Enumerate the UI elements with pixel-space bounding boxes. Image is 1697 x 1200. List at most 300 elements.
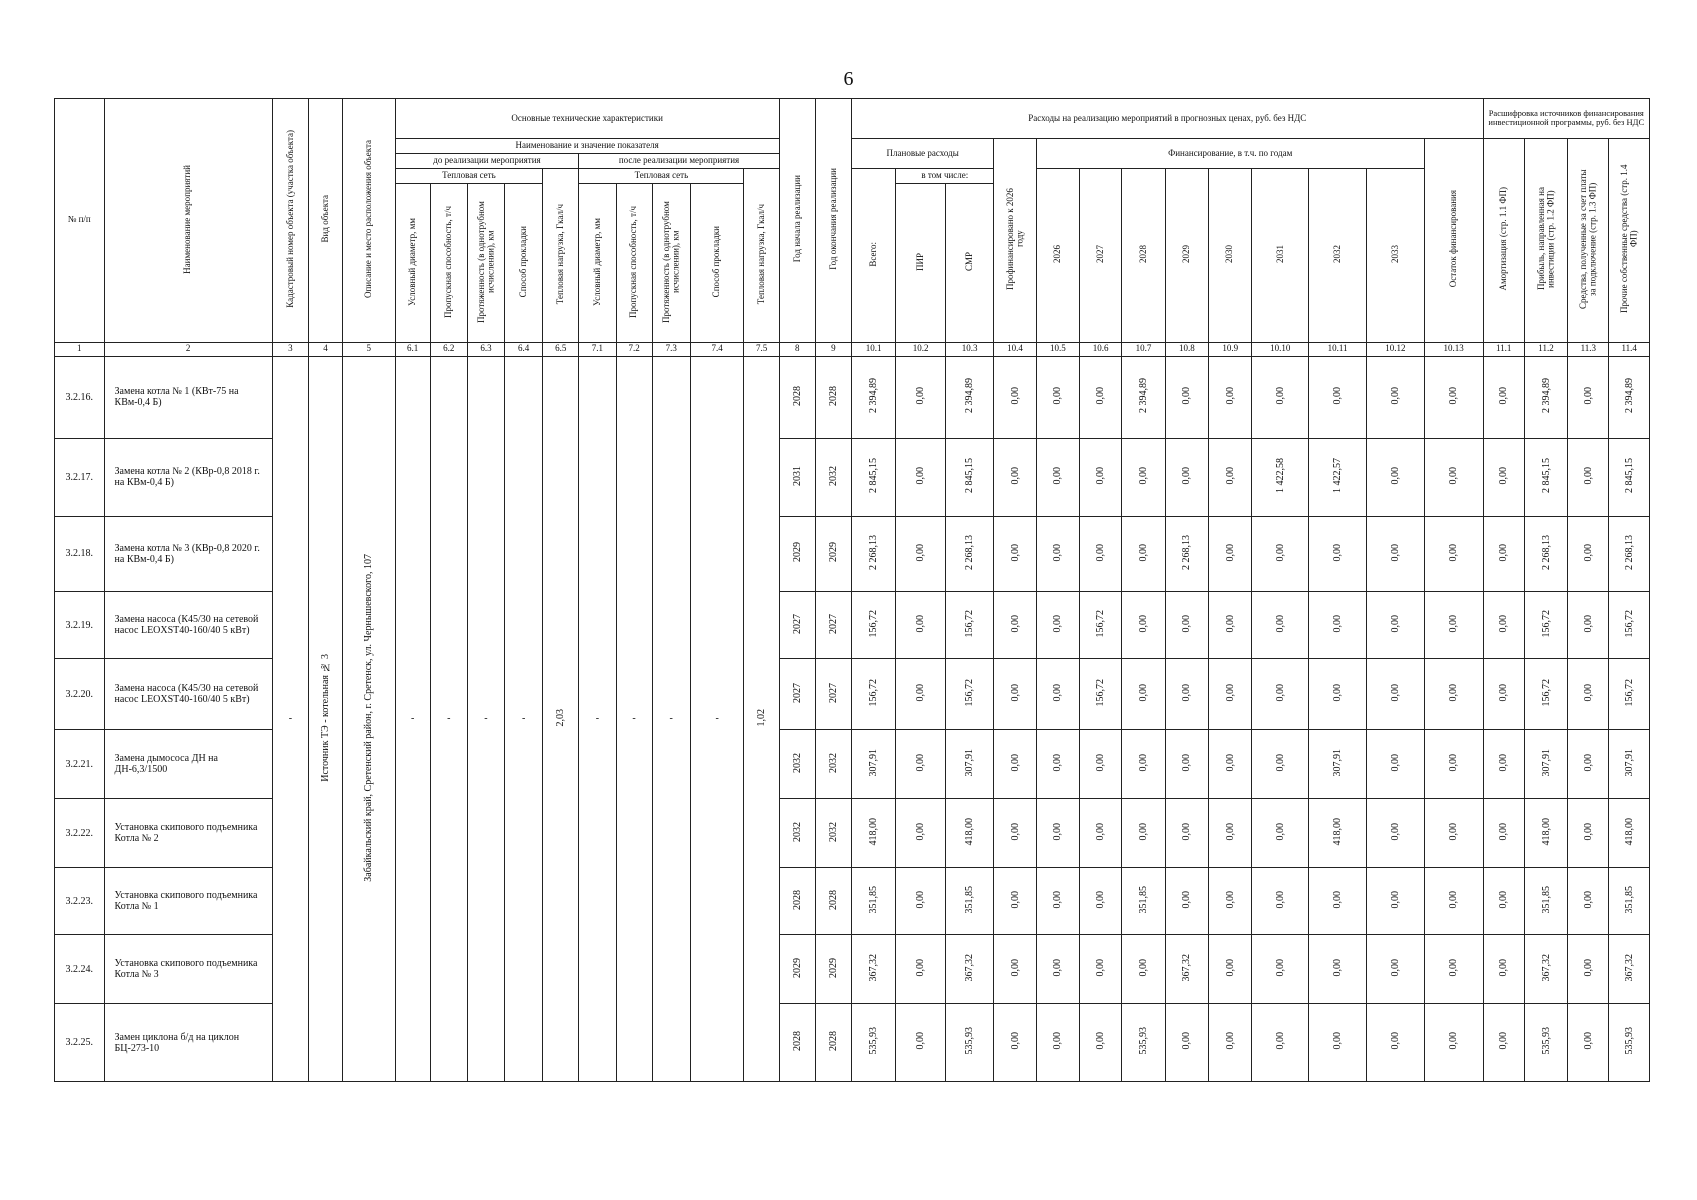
- cell-pir: 0,00: [896, 516, 946, 592]
- hdr-7-3: Протяженность (в однотрубном исчислении), км: [652, 184, 690, 343]
- cell-y2029: 367,32: [1165, 935, 1208, 1004]
- cell-s4: 367,32: [1609, 935, 1650, 1004]
- cell-y2030: 0,00: [1209, 730, 1252, 799]
- hdr-tech: Основные технические характеристики: [395, 99, 779, 139]
- col-6-2-cell: -: [430, 356, 467, 1081]
- cell-pir: 0,00: [896, 438, 946, 516]
- cell-total: 156,72: [851, 658, 895, 729]
- cell-y2028: 535,93: [1122, 1004, 1165, 1082]
- cell-rest: 0,00: [1424, 935, 1483, 1004]
- cell-s2: 2 394,89: [1524, 356, 1567, 438]
- cell-total: 2 845,15: [851, 438, 895, 516]
- cell-y2030: 0,00: [1209, 1004, 1252, 1082]
- column-number: 10.4: [994, 342, 1036, 356]
- cell-prefin: 0,00: [994, 799, 1036, 868]
- cell-total: 535,93: [851, 1004, 895, 1082]
- hdr-pir: ПИР: [896, 184, 946, 343]
- cell-rest: 0,00: [1424, 516, 1483, 592]
- cell-s3: 0,00: [1568, 438, 1609, 516]
- hdr-s112: Прибыль, направленная на инвестиции (стр. 1.2 ФП): [1524, 138, 1567, 342]
- cell-s3: 0,00: [1568, 730, 1609, 799]
- cell-end: 2032: [815, 730, 851, 799]
- col-7-3-cell: -: [652, 356, 690, 1081]
- col-6-1-cell: -: [395, 356, 430, 1081]
- column-number: 10.7: [1122, 342, 1165, 356]
- hdr-end-year: Год окончания реализации: [815, 99, 851, 343]
- cell-rest: 0,00: [1424, 438, 1483, 516]
- cell-y2028: 0,00: [1122, 438, 1165, 516]
- hdr-y2027: 2027: [1080, 169, 1122, 343]
- hdr-6-5: Тепловая нагрузка, Гкал/ч: [543, 169, 579, 343]
- cell-s3: 0,00: [1568, 658, 1609, 729]
- cell-s3: 0,00: [1568, 935, 1609, 1004]
- cell-y2030: 0,00: [1209, 438, 1252, 516]
- hdr-smr: СМР: [945, 184, 994, 343]
- cell-y2033: 0,00: [1366, 1004, 1424, 1082]
- cell-y2029: 0,00: [1165, 438, 1208, 516]
- cell-y2026: 0,00: [1036, 868, 1079, 935]
- cell-s1: 0,00: [1483, 1004, 1524, 1082]
- cell-smr: 2 268,13: [945, 516, 994, 592]
- row-index: 3.2.17.: [55, 438, 105, 516]
- cell-start: 2028: [779, 868, 815, 935]
- column-number: 1: [55, 342, 105, 356]
- cell-y2028: 0,00: [1122, 935, 1165, 1004]
- hdr-7-2: Пропускная способность, т/ч: [616, 184, 652, 343]
- hdr-6-3: Протяженность (в однотрубном исчислении), км: [467, 184, 504, 343]
- hdr-before: до реализации мероприятия: [395, 154, 579, 169]
- hdr-cadastre: Кадастровый номер объекта (участка объекта): [272, 99, 308, 343]
- cell-s2: 307,91: [1524, 730, 1567, 799]
- cell-start: 2031: [779, 438, 815, 516]
- cell-pir: 0,00: [896, 799, 946, 868]
- cell-s3: 0,00: [1568, 356, 1609, 438]
- measure-name: Установка скипового подъемника Котла № 3: [104, 935, 272, 1004]
- cell-y2026: 0,00: [1036, 799, 1079, 868]
- hdr-object-type: Вид объекта: [308, 99, 342, 343]
- column-number: 10.13: [1424, 342, 1483, 356]
- hdr-heat-net-after: Тепловая сеть: [579, 169, 744, 184]
- column-number: 10.5: [1036, 342, 1079, 356]
- cell-y2028: 0,00: [1122, 730, 1165, 799]
- cell-y2026: 0,00: [1036, 516, 1079, 592]
- cell-s2: 535,93: [1524, 1004, 1567, 1082]
- cell-s4: 418,00: [1609, 799, 1650, 868]
- hdr-y2031: 2031: [1252, 169, 1309, 343]
- cell-start: 2032: [779, 730, 815, 799]
- cell-smr: 535,93: [945, 1004, 994, 1082]
- cell-start: 2027: [779, 592, 815, 659]
- hdr-s113: Средства, полученные за счет платы за подключение (стр. 1.3 ФП): [1568, 138, 1609, 342]
- cell-prefin: 0,00: [994, 658, 1036, 729]
- hdr-indicator: Наименование и значение показателя: [395, 138, 779, 153]
- cell-s4: 156,72: [1609, 592, 1650, 659]
- cell-pir: 0,00: [896, 935, 946, 1004]
- cell-y2028: 2 394,89: [1122, 356, 1165, 438]
- cell-y2032: 418,00: [1309, 799, 1367, 868]
- cell-s2: 367,32: [1524, 935, 1567, 1004]
- cell-y2031: 0,00: [1252, 799, 1309, 868]
- hdr-number: № п/п: [55, 99, 105, 343]
- hdr-s111: Амортизация (стр. 1.1 ФП): [1483, 138, 1524, 342]
- cell-s3: 0,00: [1568, 516, 1609, 592]
- cell-y2029: 0,00: [1165, 799, 1208, 868]
- column-numbers-row: [55, 342, 1650, 356]
- cell-total: 418,00: [851, 799, 895, 868]
- cell-prefin: 0,00: [994, 868, 1036, 935]
- cell-s1: 0,00: [1483, 356, 1524, 438]
- investment-table: [54, 98, 1650, 1082]
- cell-y2030: 0,00: [1209, 868, 1252, 935]
- hdr-expenses: Расходы на реализацию мероприятий в прогнозных ценах, руб. без НДС: [851, 99, 1483, 139]
- row-index: 3.2.20.: [55, 658, 105, 729]
- cell-total: 2 268,13: [851, 516, 895, 592]
- cell-rest: 0,00: [1424, 592, 1483, 659]
- cell-prefin: 0,00: [994, 935, 1036, 1004]
- cell-y2027: 0,00: [1080, 935, 1122, 1004]
- cell-smr: 156,72: [945, 658, 994, 729]
- cell-start: 2029: [779, 516, 815, 592]
- column-number: 11.1: [1483, 342, 1524, 356]
- cell-s2: 2 268,13: [1524, 516, 1567, 592]
- cell-y2029: 0,00: [1165, 730, 1208, 799]
- measure-name: Замена котла № 3 (КВр-0,8 2020 г. на КВм-0,4 Б): [104, 516, 272, 592]
- hdr-y2028: 2028: [1122, 169, 1165, 343]
- column-number: 7.2: [616, 342, 652, 356]
- cell-y2033: 0,00: [1366, 935, 1424, 1004]
- cell-s2: 2 845,15: [1524, 438, 1567, 516]
- cell-y2033: 0,00: [1366, 516, 1424, 592]
- hdr-incl: в том числе:: [896, 169, 994, 184]
- row-index: 3.2.16.: [55, 356, 105, 438]
- cell-y2026: 0,00: [1036, 438, 1079, 516]
- cell-y2033: 0,00: [1366, 438, 1424, 516]
- hdr-sources: Расшифровка источников финансирования инвестиционной программы, руб. без НДС: [1483, 99, 1649, 139]
- row-index: 3.2.23.: [55, 868, 105, 935]
- cell-y2027: 0,00: [1080, 1004, 1122, 1082]
- column-number: 6.2: [430, 342, 467, 356]
- cell-y2032: 0,00: [1309, 658, 1367, 729]
- cell-y2032: 1 422,57: [1309, 438, 1367, 516]
- cell-y2026: 0,00: [1036, 935, 1079, 1004]
- cell-y2026: 0,00: [1036, 658, 1079, 729]
- cell-s3: 0,00: [1568, 1004, 1609, 1082]
- cell-y2031: 0,00: [1252, 516, 1309, 592]
- column-number: 7.1: [579, 342, 616, 356]
- cell-rest: 0,00: [1424, 799, 1483, 868]
- row-index: 3.2.22.: [55, 799, 105, 868]
- cell-pir: 0,00: [896, 592, 946, 659]
- cell-y2026: 0,00: [1036, 1004, 1079, 1082]
- col-6-4-cell: -: [505, 356, 543, 1081]
- cell-y2032: 0,00: [1309, 868, 1367, 935]
- column-number: 10.10: [1252, 342, 1309, 356]
- hdr-s114: Прочие собственные средства (стр. 1.4 ФП): [1609, 138, 1650, 342]
- measure-name: Замена котла № 1 (КВт-75 на КВм-0,4 Б): [104, 356, 272, 438]
- cell-smr: 418,00: [945, 799, 994, 868]
- hdr-6-1: Условный диаметр, мм: [395, 184, 430, 343]
- cell-y2027: 156,72: [1080, 658, 1122, 729]
- row-index: 3.2.24.: [55, 935, 105, 1004]
- cell-y2026: 0,00: [1036, 592, 1079, 659]
- cell-y2031: 0,00: [1252, 356, 1309, 438]
- cell-rest: 0,00: [1424, 868, 1483, 935]
- column-number: 6.3: [467, 342, 504, 356]
- measure-name: Замена дымососа ДН на ДН-6,3/1500: [104, 730, 272, 799]
- cell-y2033: 0,00: [1366, 868, 1424, 935]
- column-number: 11.4: [1609, 342, 1650, 356]
- cell-y2029: 0,00: [1165, 356, 1208, 438]
- hdr-y2030: 2030: [1209, 169, 1252, 343]
- cell-s3: 0,00: [1568, 799, 1609, 868]
- column-number: 11.2: [1524, 342, 1567, 356]
- cell-end: 2028: [815, 356, 851, 438]
- cell-y2031: 0,00: [1252, 935, 1309, 1004]
- cell-total: 156,72: [851, 592, 895, 659]
- measure-name: Установка скипового подъемника Котла № 2: [104, 799, 272, 868]
- cell-y2030: 0,00: [1209, 592, 1252, 659]
- hdr-remainder: Остаток финансирования: [1424, 138, 1483, 342]
- cell-smr: 2 394,89: [945, 356, 994, 438]
- col-7-1-cell: -: [579, 356, 616, 1081]
- cell-y2027: 0,00: [1080, 868, 1122, 935]
- column-number: 10.6: [1080, 342, 1122, 356]
- cell-y2026: 0,00: [1036, 730, 1079, 799]
- cell-prefin: 0,00: [994, 516, 1036, 592]
- cell-y2027: 0,00: [1080, 516, 1122, 592]
- column-number: 7.4: [690, 342, 744, 356]
- row-index: 3.2.18.: [55, 516, 105, 592]
- column-number: 10.11: [1309, 342, 1367, 356]
- hdr-start-year: Год начала реализации: [779, 99, 815, 343]
- hdr-heat-net-before: Тепловая сеть: [395, 169, 543, 184]
- hdr-planned: Плановые расходы: [851, 138, 993, 168]
- cell-end: 2029: [815, 935, 851, 1004]
- column-number: 4: [308, 342, 342, 356]
- table-row: [55, 356, 1650, 438]
- cell-pir: 0,00: [896, 658, 946, 729]
- cell-s3: 0,00: [1568, 868, 1609, 935]
- hdr-financing: Финансирование, в т.ч. по годам: [1036, 138, 1424, 168]
- cell-y2027: 0,00: [1080, 799, 1122, 868]
- cell-y2033: 0,00: [1366, 592, 1424, 659]
- column-number: 9: [815, 342, 851, 356]
- column-number: 6.4: [505, 342, 543, 356]
- cell-pir: 0,00: [896, 868, 946, 935]
- column-number: 10.1: [851, 342, 895, 356]
- cell-y2028: 0,00: [1122, 799, 1165, 868]
- cell-pir: 0,00: [896, 730, 946, 799]
- cell-smr: 367,32: [945, 935, 994, 1004]
- cell-s1: 0,00: [1483, 438, 1524, 516]
- cell-prefin: 0,00: [994, 356, 1036, 438]
- cell-prefin: 0,00: [994, 730, 1036, 799]
- cell-start: 2027: [779, 658, 815, 729]
- cell-y2027: 0,00: [1080, 356, 1122, 438]
- cell-s4: 2 845,15: [1609, 438, 1650, 516]
- column-number: 10.9: [1209, 342, 1252, 356]
- cell-y2032: 0,00: [1309, 516, 1367, 592]
- cell-start: 2032: [779, 799, 815, 868]
- column-number: 8: [779, 342, 815, 356]
- hdr-y2029: 2029: [1165, 169, 1208, 343]
- column-number: 11.3: [1568, 342, 1609, 356]
- column-number: 2: [104, 342, 272, 356]
- measure-name: Замен циклона б/д на циклон БЦ-273-10: [104, 1004, 272, 1082]
- cell-end: 2029: [815, 516, 851, 592]
- cell-smr: 2 845,15: [945, 438, 994, 516]
- cell-y2030: 0,00: [1209, 658, 1252, 729]
- cell-y2029: 0,00: [1165, 1004, 1208, 1082]
- cell-y2028: 0,00: [1122, 658, 1165, 729]
- cell-y2031: 0,00: [1252, 730, 1309, 799]
- cell-y2031: 1 422,58: [1252, 438, 1309, 516]
- hdr-y2032: 2032: [1309, 169, 1367, 343]
- column-number: 6.5: [543, 342, 579, 356]
- col-7-2-cell: -: [616, 356, 652, 1081]
- hdr-total: Всего:: [851, 169, 895, 343]
- cell-pir: 0,00: [896, 1004, 946, 1082]
- cell-total: 367,32: [851, 935, 895, 1004]
- cell-end: 2027: [815, 592, 851, 659]
- cell-y2029: 0,00: [1165, 592, 1208, 659]
- cell-end: 2032: [815, 799, 851, 868]
- cell-y2030: 0,00: [1209, 799, 1252, 868]
- cell-y2028: 0,00: [1122, 516, 1165, 592]
- cell-y2030: 0,00: [1209, 356, 1252, 438]
- column-number: 7.5: [744, 342, 779, 356]
- column-number: 6.1: [395, 342, 430, 356]
- row-index: 3.2.19.: [55, 592, 105, 659]
- cell-y2033: 0,00: [1366, 356, 1424, 438]
- cell-y2032: 307,91: [1309, 730, 1367, 799]
- row-index: 3.2.21.: [55, 730, 105, 799]
- cell-y2027: 0,00: [1080, 438, 1122, 516]
- cell-s4: 2 394,89: [1609, 356, 1650, 438]
- object-type-cell: Источник ТЭ - котельная № 3: [308, 356, 342, 1081]
- cell-end: 2027: [815, 658, 851, 729]
- cell-y2032: 0,00: [1309, 1004, 1367, 1082]
- column-number: 7.3: [652, 342, 690, 356]
- cell-y2031: 0,00: [1252, 592, 1309, 659]
- cell-s1: 0,00: [1483, 592, 1524, 659]
- hdr-name: Наименование мероприятий: [104, 99, 272, 343]
- cell-end: 2032: [815, 438, 851, 516]
- hdr-7-4: Способ прокладки: [690, 184, 744, 343]
- hdr-7-5: Тепловая нагрузка, Гкал/ч: [744, 169, 779, 343]
- cell-end: 2028: [815, 868, 851, 935]
- cell-y2028: 351,85: [1122, 868, 1165, 935]
- cell-s4: 351,85: [1609, 868, 1650, 935]
- hdr-after: после реализации мероприятия: [579, 154, 779, 169]
- cell-y2032: 0,00: [1309, 356, 1367, 438]
- cell-rest: 0,00: [1424, 730, 1483, 799]
- row-index: 3.2.25.: [55, 1004, 105, 1082]
- column-number: 10.8: [1165, 342, 1208, 356]
- cell-s4: 307,91: [1609, 730, 1650, 799]
- column-number: 10.2: [896, 342, 946, 356]
- cell-total: 351,85: [851, 868, 895, 935]
- cell-y2027: 0,00: [1080, 730, 1122, 799]
- cell-s2: 351,85: [1524, 868, 1567, 935]
- cell-smr: 307,91: [945, 730, 994, 799]
- location-cell: Забайкальский край, Сретенский район, г. Сретенск, ул. Чернышевского, 107: [342, 356, 395, 1081]
- cell-smr: 351,85: [945, 868, 994, 935]
- cell-rest: 0,00: [1424, 1004, 1483, 1082]
- hdr-7-1: Условный диаметр, мм: [579, 184, 616, 343]
- hdr-y2033: 2033: [1366, 169, 1424, 343]
- column-number: 10.12: [1366, 342, 1424, 356]
- page-number: 6: [843, 68, 854, 90]
- load-after-cell: 1,02: [744, 356, 779, 1081]
- cell-prefin: 0,00: [994, 438, 1036, 516]
- cell-rest: 0,00: [1424, 356, 1483, 438]
- cell-s1: 0,00: [1483, 799, 1524, 868]
- cell-total: 307,91: [851, 730, 895, 799]
- cell-s1: 0,00: [1483, 730, 1524, 799]
- cell-start: 2028: [779, 356, 815, 438]
- cadastre-cell: -: [272, 356, 308, 1081]
- cell-pir: 0,00: [896, 356, 946, 438]
- measure-name: Установка скипового подъемника Котла № 1: [104, 868, 272, 935]
- cell-start: 2029: [779, 935, 815, 1004]
- measure-name: Замена насоса (К45/30 на сетевой насос LEOXST40-160/40 5 кВт): [104, 658, 272, 729]
- cell-y2033: 0,00: [1366, 799, 1424, 868]
- cell-y2030: 0,00: [1209, 516, 1252, 592]
- cell-s2: 418,00: [1524, 799, 1567, 868]
- cell-y2031: 0,00: [1252, 868, 1309, 935]
- col-6-3-cell: -: [467, 356, 504, 1081]
- cell-y2026: 0,00: [1036, 356, 1079, 438]
- cell-y2032: 0,00: [1309, 935, 1367, 1004]
- cell-s2: 156,72: [1524, 658, 1567, 729]
- cell-total: 2 394,89: [851, 356, 895, 438]
- column-number: 10.3: [945, 342, 994, 356]
- measure-name: Замена насоса (К45/30 на сетевой насос LEOXST40-160/40 5 кВт): [104, 592, 272, 659]
- cell-y2028: 0,00: [1122, 592, 1165, 659]
- cell-prefin: 0,00: [994, 592, 1036, 659]
- cell-y2029: 2 268,13: [1165, 516, 1208, 592]
- hdr-location: Описание и место расположения объекта: [342, 99, 395, 343]
- cell-y2032: 0,00: [1309, 592, 1367, 659]
- cell-s4: 535,93: [1609, 1004, 1650, 1082]
- cell-rest: 0,00: [1424, 658, 1483, 729]
- cell-s4: 2 268,13: [1609, 516, 1650, 592]
- cell-end: 2028: [815, 1004, 851, 1082]
- hdr-prefin: Профинансировано к 2026 году: [994, 138, 1036, 342]
- cell-y2030: 0,00: [1209, 935, 1252, 1004]
- cell-y2033: 0,00: [1366, 730, 1424, 799]
- cell-s1: 0,00: [1483, 868, 1524, 935]
- cell-s1: 0,00: [1483, 935, 1524, 1004]
- cell-s1: 0,00: [1483, 658, 1524, 729]
- hdr-y2026: 2026: [1036, 169, 1079, 343]
- column-number: 5: [342, 342, 395, 356]
- cell-y2027: 156,72: [1080, 592, 1122, 659]
- column-number: 3: [272, 342, 308, 356]
- cell-y2029: 0,00: [1165, 868, 1208, 935]
- hdr-6-2: Пропускная способность, т/ч: [430, 184, 467, 343]
- measure-name: Замена котла № 2 (КВр-0,8 2018 г. на КВм-0,4 Б): [104, 438, 272, 516]
- cell-start: 2028: [779, 1004, 815, 1082]
- cell-prefin: 0,00: [994, 1004, 1036, 1082]
- cell-y2033: 0,00: [1366, 658, 1424, 729]
- load-before-cell: 2,03: [543, 356, 579, 1081]
- hdr-6-4: Способ прокладки: [505, 184, 543, 343]
- cell-s4: 156,72: [1609, 658, 1650, 729]
- cell-s1: 0,00: [1483, 516, 1524, 592]
- cell-smr: 156,72: [945, 592, 994, 659]
